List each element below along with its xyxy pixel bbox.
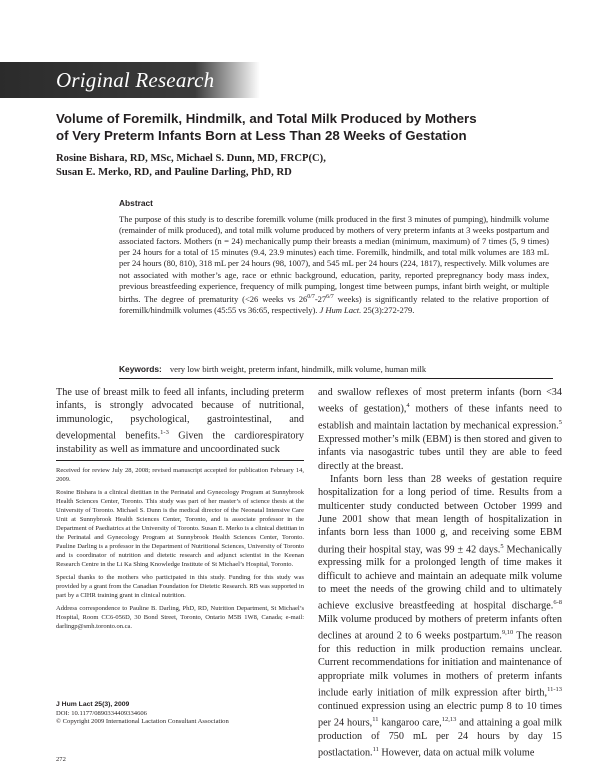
reference-sup: 6-8 (553, 599, 562, 607)
title-line-2: of Very Preterm Infants Born at Less Than 28 Weeks of Gestation (56, 128, 467, 143)
body-paragraph (318, 473, 562, 760)
section-label: Original Research (56, 68, 215, 92)
paragraph-text-tail: Given the cardiorespiratory instability as well as immature and uncoordinated suck (56, 430, 304, 455)
paragraph-text: mothers of these infants need to establish and maintain lactation by mechanical expression. (318, 403, 562, 432)
reference-sup: 5 (500, 542, 504, 550)
abstract-sup: 6/7 (326, 293, 334, 300)
received-note: Received for review July 28, 2008; revised manuscript accepted for publication February 14, 2009. (56, 467, 304, 483)
author-bio-note: Rosine Bishara is a clinical dietitian in the Perinatal and Gynecology Program at Sunnybrook Health Sciences Center, Toronto. This study was part of her master’s of science thesis at the University of Toronto. Michael S. Dunn is the medical director of the Neonatal Intensive Care Unit at Sunnybrook Health Sciences Center, Toronto, and is associate professor in the Department of Paediatrics at the University of Toronto. Susan E. Merko is a clinical dietitian in the Perinatal and Gynecology Program at Sunnybrook Health Sciences Center, Toronto. Pauline Darling is a professor in the Department of Nutritional Sciences, University of Toronto and is coordinator of nutrition and dietetic research and adjunct scientist in the Keenan Research Centre in the Li Ka Shing Knowledge Institute of St Michael’s Hospital, Toronto. (56, 489, 304, 568)
journal-footer (56, 701, 304, 727)
reference-sup: 12,13 (441, 716, 457, 724)
section-banner (0, 62, 600, 98)
authors-line-2: Susan E. Merko, RD, and Pauline Darling, PhD, RD (56, 167, 292, 178)
paragraph-text: Milk volume produced by mothers of preterm infants often declines at around 2 to 6 weeks postpartum. (318, 614, 562, 642)
citation-detail: 25(3):272-279. (361, 304, 415, 315)
author-list (56, 152, 556, 180)
paragraph-text: and attaining a goal milk production of 750 mL per 24 hours by day 15 postlactation. (318, 717, 562, 759)
doi: DOI: 10.1177/0890334409334606 (56, 709, 147, 717)
abstract-text: The purpose of this study is to describe foremilk volume (milk produced in the first 3 minutes of pumping), hindmilk volume (remainder of milk produced), and total milk volume produced by mothers of very preterm infants at 3 weeks postpartum and associated factors. Mothers (n = 24) mechanically pump their breasts a median (minimum, maximum) of 7 times (5, 9 times) per 24 hours for a total of 15 minutes (9.4, 23.9 minutes) each time. Foremilk, hindmilk, and total milk volumes are 183 mL per 24 hours (80, 810), 318 mL per 24 hours (98, 1007), and 545 mL per 24 hours (224, 1817), respectively. Milk volumes are not associated with mother’s age, race or ethnic background, education, parity, reported prepregnancy body mass index, previous breastfeeding experience, frequency of milk pumping, longest time between pumps, infant birth weight, or multiple births. The degree of prematurity (<26 weeks vs 26 (119, 214, 549, 304)
authors-line-1: Rosine Bishara, RD, MSc, Michael S. Dunn, MD, FRCP(C), (56, 153, 326, 164)
reference-sup: 11 (372, 716, 379, 724)
page-number: 272 (56, 756, 66, 763)
paragraph-text: The use of breast milk to feed all infants, including preterm infants, is strongly advocated because of nutritional, immunologic, psychological, gastrointestinal, and developmental benefits. (56, 387, 304, 442)
footnote-divider (56, 460, 304, 461)
keywords-label: Keywords: (119, 364, 162, 374)
reference-sup: 9,10 (501, 629, 514, 637)
title-line-1: Volume of Foremilk, Hindmilk, and Total Milk Produced by Mothers (56, 111, 477, 126)
paragraph-text: Expressed mother’s milk (EBM) is then stored and given to infants via nasogastric tubes until they are able to feed directly at the breast. (318, 433, 562, 472)
reference-sup: 11 (372, 746, 379, 754)
paragraph-text: and swallow reflexes of most preterm infants (born <34 weeks of gestation), (318, 387, 562, 415)
body-column-left (56, 386, 304, 456)
abstract-heading: Abstract (119, 198, 153, 208)
correspondence-note: Address correspondence to Pauline B. Darling, PhD, RD, Nutrition Department, St Michael’s Hospital, Room CC6-056D, 30 Bond Street, Toronto, Ontario M5B 1W8, Canada; e-mail: darlingp@smh.toronto.on.ca. (56, 605, 304, 630)
article-title (56, 110, 576, 144)
reference-sup: 4 (406, 402, 410, 410)
keywords-list: very low birth weight, preterm infant, hindmilk, milk volume, human milk (169, 364, 427, 374)
paragraph-text: Infants born less than 28 weeks of gestation require hospitalization for a long period of time. Results from a multicenter study conducted between October 1999 and June 2001 show that mean length of hospitalization in infants born less than 1000 g, and receiving some EBM during their hospital stay, was 99 ± 42 days. (318, 473, 562, 555)
body-paragraph (56, 386, 304, 456)
abstract-divider (119, 378, 553, 379)
keywords (119, 364, 569, 375)
article-notes (56, 466, 304, 635)
abstract-text-mid: -27 (314, 293, 327, 304)
paragraph-text: Mechanically expressing milk for a prolonged length of time makes it difficult to achieve and maintain an adequate milk volume to meet the needs of the growing child and to ultimately achieve exclusive breastfeeding at hospital discharge. (318, 543, 562, 612)
body-paragraph (318, 386, 562, 473)
abstract-text-end: weeks) is significantly related to the relative proportion of foremilk/hindmilk volumes (45:55 vs 36:65, respectively). (119, 293, 549, 315)
body-column-right (318, 386, 562, 760)
paragraph-text: continued expression using an electric pump 8 to 10 times per 24 hours, (318, 700, 562, 729)
paragraph-text: However, data on actual milk volume (378, 747, 535, 759)
acknowledgment-note: Special thanks to the mothers who participated in this study. Funding for this study was provided by a grant from the Canadian Foundation for Dietetic Research. RB was supported in part by a CIHR training grant in clinical nutrition. (56, 574, 304, 599)
reference-sup: 1-3 (160, 429, 169, 437)
journal-citation: J Hum Lact. (319, 304, 362, 315)
abstract-body (119, 214, 549, 316)
journal-issue: J Hum Lact 25(3), 2009 (56, 701, 130, 708)
reference-sup: 11-13 (547, 686, 562, 694)
paragraph-text: kangaroo care, (378, 717, 442, 729)
abstract (119, 198, 549, 316)
reference-sup: 5 (558, 419, 562, 427)
abstract-sup: 0/7 (307, 293, 315, 300)
copyright: © Copyright 2009 International Lactation Consultant Association (56, 718, 229, 726)
paragraph-text: The reason for this reduction in milk production remains unclear. Current recommendations for initiation and maintenance of appropriate milk volumes in mothers of preterm infants include early initiation of milk expression after birth, (318, 630, 562, 699)
